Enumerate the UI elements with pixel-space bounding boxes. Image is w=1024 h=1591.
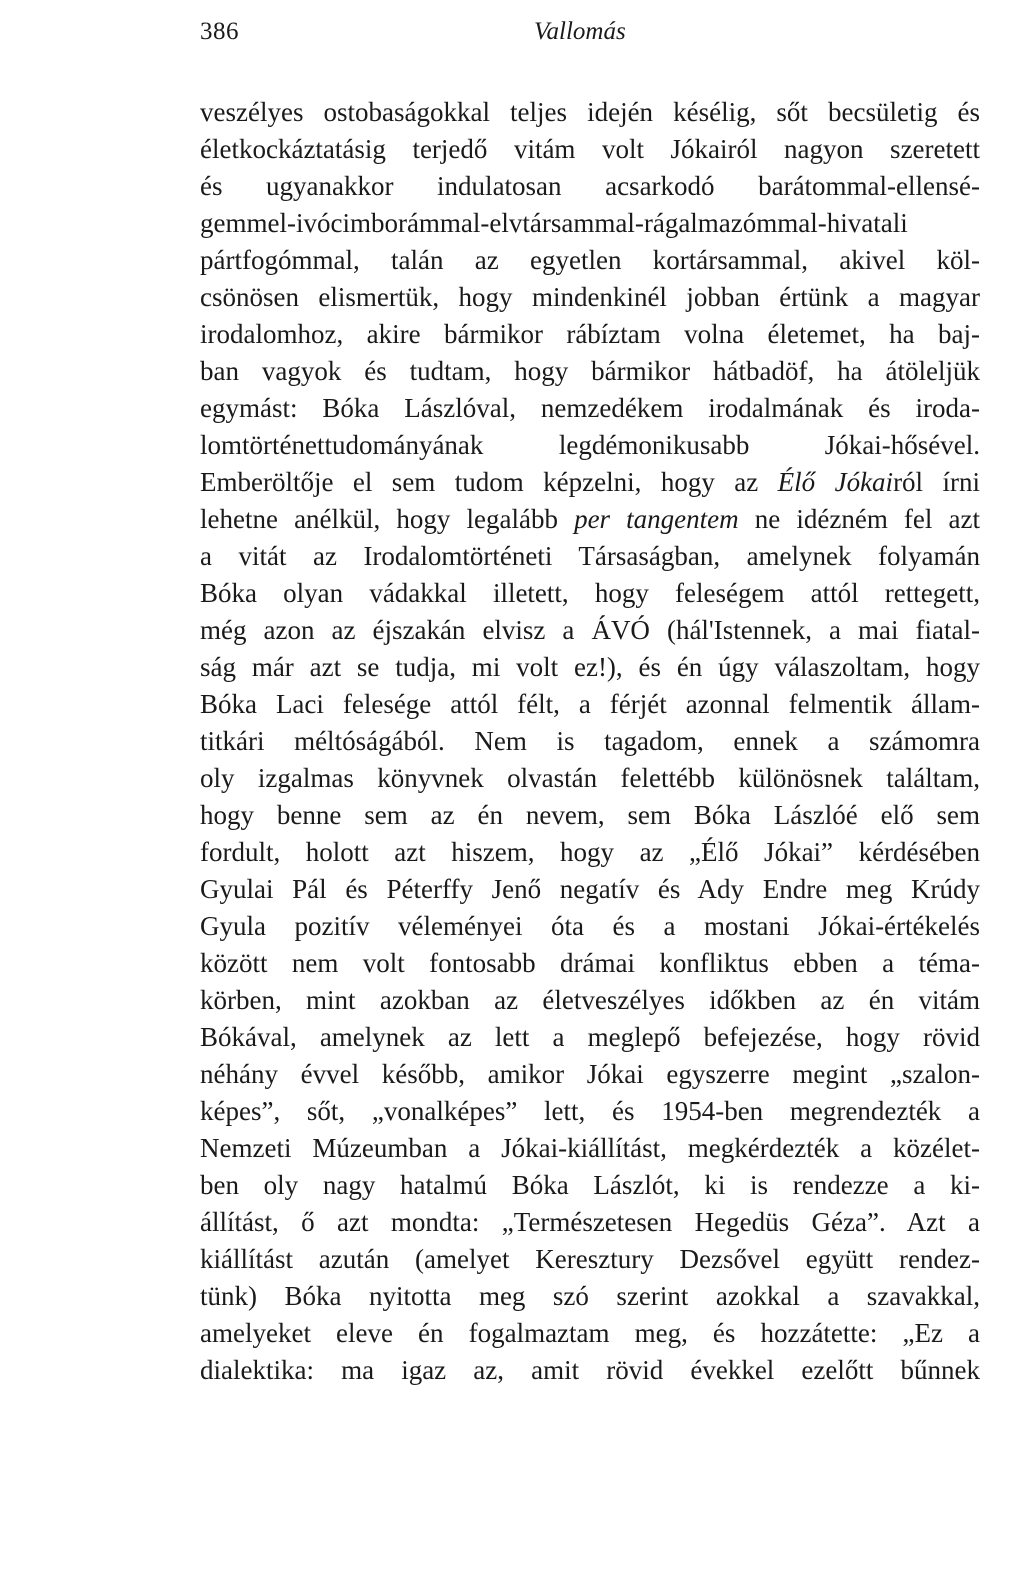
text-line (200, 242, 980, 279)
text-line (200, 1056, 980, 1093)
text-segment: néhány évvel később, amikor Jókai egyszerre megint „szalon- (200, 1059, 980, 1089)
text-segment: Gyulai Pál és Péterffy Jenő negatív és Ady Endre meg Krúdy (200, 874, 980, 904)
text-line (200, 279, 980, 316)
text-line (200, 723, 980, 760)
italic-segment: Élő Jókai (777, 467, 894, 497)
text-line (200, 390, 980, 427)
text-segment: veszélyes ostobaságokkal teljes idején késélig, sőt becsületig és (200, 97, 980, 127)
text-segment: ról írni (893, 467, 980, 497)
text-line (200, 760, 980, 797)
page-header (200, 18, 980, 52)
text-segment: ság már azt se tudja, mi volt ez!), és én úgy válaszoltam, hogy (200, 652, 980, 682)
text-line (200, 168, 980, 205)
text-segment: Gyula pozitív véleményei óta és a mostani Jókai-értékelés (200, 911, 980, 941)
italic-segment: per tangentem (574, 504, 739, 534)
text-line (200, 316, 980, 353)
text-segment: hogy benne sem az én nevem, sem Bóka Lászlóé elő sem (200, 800, 980, 830)
text-segment: irodalomhoz, akire bármikor rábíztam volna életemet, ha baj- (200, 319, 980, 349)
text-line (200, 982, 980, 1019)
text-line (200, 686, 980, 723)
text-segment: egymást: Bóka Lászlóval, nemzedékem irodalmának és iroda- (200, 393, 980, 423)
text-line (200, 353, 980, 390)
text-line (200, 205, 980, 242)
text-segment: ben oly nagy hatalmú Bóka Lászlót, ki is rendezze a ki- (200, 1170, 980, 1200)
text-line (200, 1167, 980, 1204)
text-segment: ban vagyok és tudtam, hogy bármikor hátbadöf, ha átöleljük (200, 356, 980, 386)
text-line (200, 1352, 980, 1389)
page-number: 386 (200, 18, 239, 45)
text-segment: között nem volt fontosabb drámai konfliktus ebben a téma- (200, 948, 980, 978)
page-body (200, 94, 980, 1389)
text-segment: oly izgalmas könyvnek olvastán felettébb különösnek találtam, (200, 763, 980, 793)
text-line (200, 1241, 980, 1278)
text-line (200, 1204, 980, 1241)
text-line (200, 427, 980, 464)
text-segment: lehetne anélkül, hogy legalább (200, 504, 575, 534)
text-segment: életkockáztatásig terjedő vitám volt Jókairól nagyon szeretett (200, 134, 980, 164)
text-segment: tünk) Bóka nyitotta meg szó szerint azokkal a szavakkal, (200, 1281, 980, 1311)
text-line (200, 834, 980, 871)
running-title: Vallomás (534, 18, 626, 45)
text-line (200, 464, 980, 501)
text-line (200, 131, 980, 168)
text-segment: Emberöltője el sem tudom képzelni, hogy az (200, 467, 778, 497)
text-segment: pártfogómmal, talán az egyetlen kortársammal, akivel köl- (200, 245, 980, 275)
text-line (200, 501, 980, 538)
text-segment: kiállítást azután (amelyet Keresztury Dezsővel együtt rendez- (200, 1244, 980, 1274)
text-line (200, 612, 980, 649)
text-segment: a vitát az Irodalomtörténeti Társaságban, amelynek folyamán (200, 541, 980, 571)
text-line (200, 871, 980, 908)
text-line (200, 908, 980, 945)
text-line (200, 1130, 980, 1167)
text-line (200, 649, 980, 686)
text-line (200, 1019, 980, 1056)
text-line (200, 1278, 980, 1315)
text-segment: fordult, holott azt hiszem, hogy az „Élő Jókai” kérdésében (200, 837, 980, 867)
text-segment: Nemzeti Múzeumban a Jókai-kiállítást, megkérdezték a közélet- (200, 1133, 980, 1163)
text-line (200, 1315, 980, 1352)
text-line (200, 94, 980, 131)
text-segment: lomtörténettudományának legdémonikusabb Jókai-hősével. (200, 430, 980, 460)
text-segment: titkári méltóságából. Nem is tagadom, ennek a számomra (200, 726, 980, 756)
text-segment: képes”, sőt, „vonalképes” lett, és 1954-ben megrendezték a (200, 1096, 980, 1126)
text-segment: még azon az éjszakán elvisz a ÁVÓ (hál'Istennek, a mai fiatal- (200, 615, 980, 645)
text-segment: és ugyanakkor indulatosan acsarkodó barátommal-ellensé- (200, 171, 980, 201)
text-segment: amelyeket eleve én fogalmaztam meg, és hozzátette: „Ez a (200, 1318, 980, 1348)
text-segment: körben, mint azokban az életveszélyes időkben az én vitám (200, 985, 980, 1015)
text-segment: dialektika: ma igaz az, amit rövid évekkel ezelőtt bűnnek (200, 1355, 980, 1385)
text-line (200, 1093, 980, 1130)
text-segment: Bóka olyan vádakkal illetett, hogy feleségem attól rettegett, (200, 578, 980, 608)
text-line (200, 945, 980, 982)
text-segment: állítást, ő azt mondta: „Természetesen Hegedüs Géza”. Azt a (200, 1207, 980, 1237)
text-line (200, 575, 980, 612)
text-segment: gemmel-ivócimborámmal-elvtársammal-rágalmazómmal-hivatali (200, 208, 908, 238)
text-segment: csönösen elismertük, hogy mindenkinél jobban értünk a magyar (200, 282, 980, 312)
text-segment: Bókával, amelynek az lett a meglepő befejezése, hogy rövid (200, 1022, 980, 1052)
text-segment: ne idézném fel azt (738, 504, 980, 534)
text-segment: Bóka Laci felesége attól félt, a férjét azonnal felmentik állam- (200, 689, 980, 719)
text-line (200, 797, 980, 834)
text-line (200, 538, 980, 575)
